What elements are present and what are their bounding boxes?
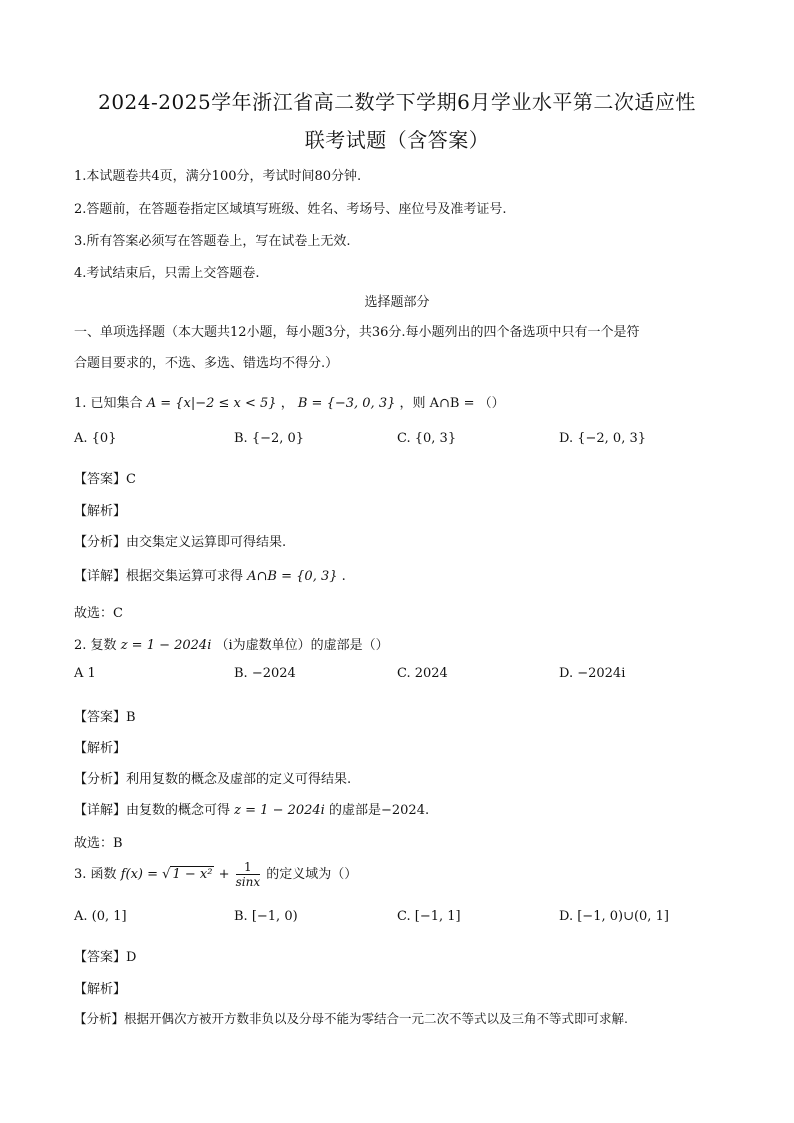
q1-sep: ， bbox=[280, 396, 294, 411]
q1-detail-math: A∩B = {0, 3} bbox=[247, 569, 338, 584]
q1-option-d: D. {−2, 0, 3} bbox=[559, 431, 647, 446]
q1-detail bbox=[74, 565, 346, 584]
doc-title-line1: 2024-2025学年浙江省高二数学下学期6月学业水平第二次适应性 bbox=[98, 90, 696, 114]
q3-analysis: 【分析】根据开偶次方被开方数非负以及分母不能为零结合一元二次不等式以及三角不等式即可求解. bbox=[74, 1011, 628, 1026]
instruction-4: 4.考试结束后，只需上交答题卷. bbox=[74, 266, 260, 281]
q2-z: z = 1 − 2024i bbox=[120, 638, 212, 653]
q3-sqrt-body: 1 − x² bbox=[172, 867, 213, 882]
q1-analysis-head: 【解析】 bbox=[74, 504, 127, 519]
q3-suffix: 的定义域为（） bbox=[266, 867, 358, 882]
q2-prefix: 2. 复数 bbox=[74, 638, 117, 653]
q2-option-d: D. −2024i bbox=[559, 666, 626, 681]
q2-stem bbox=[74, 634, 389, 653]
q3-frac-den: sinx bbox=[235, 875, 261, 889]
q1-option-b: B. {−2, 0} bbox=[234, 431, 305, 446]
doc-title-line2: 联考试题（含答案） bbox=[304, 128, 490, 152]
instruction-2: 2.答题前，在答题卷指定区域填写班级、姓名、考场号、座位号及准考证号. bbox=[74, 202, 507, 217]
q3-option-d: D. [−1, 0)∪(0, 1] bbox=[559, 909, 669, 924]
q3-analysis-head: 【解析】 bbox=[74, 982, 127, 997]
q3-frac-num: 1 bbox=[236, 860, 261, 875]
q3-stem bbox=[74, 860, 357, 889]
q2-choice: 故选：B bbox=[74, 836, 123, 851]
q2-analysis: 【分析】利用复数的概念及虚部的定义可得结果. bbox=[74, 772, 352, 787]
q1-option-a: A. {0} bbox=[74, 431, 117, 446]
q2-detail-suffix: 的虚部是−2024. bbox=[328, 803, 430, 818]
q2-detail-math: z = 1 − 2024i bbox=[234, 803, 325, 818]
q3-answer: 【答案】D bbox=[74, 950, 137, 965]
section-title: 选择题部分 bbox=[364, 295, 430, 310]
q3-fx: f(x) = bbox=[120, 867, 158, 882]
section-intro-line2: 合题目要求的，不选、多选、错选均不得分.） bbox=[74, 356, 339, 371]
instruction-1: 1.本试题卷共4页，满分100分，考试时间80分钟. bbox=[74, 169, 362, 184]
q1-set-a: A = {x|−2 ≤ x < 5} bbox=[146, 396, 277, 411]
q1-answer: 【答案】C bbox=[74, 472, 136, 487]
q2-suffix: （i为虚数单位）的虚部是（） bbox=[215, 638, 389, 653]
instruction-3: 3.所有答案必须写在答题卷上，写在试卷上无效. bbox=[74, 234, 351, 249]
q3-option-a: A. (0, 1] bbox=[74, 909, 127, 924]
q1-detail-suffix: . bbox=[341, 569, 346, 584]
q2-answer: 【答案】B bbox=[74, 710, 136, 725]
q2-option-c: C. 2024 bbox=[397, 666, 448, 681]
q1-stem bbox=[74, 392, 505, 411]
q2-option-b: B. −2024 bbox=[234, 666, 296, 681]
q1-choice: 故选：C bbox=[74, 606, 123, 621]
q3-sqrt-sign: √ bbox=[162, 867, 171, 882]
section-intro-line1: 一、单项选择题（本大题共12小题，每小题3分，共36分.每小题列出的四个备选项中只有一个是符 bbox=[74, 325, 640, 340]
q1-option-c: C. {0, 3} bbox=[397, 431, 457, 446]
q1-set-b: B = {−3, 0, 3} bbox=[297, 396, 396, 411]
q2-detail-prefix: 【详解】由复数的概念可得 bbox=[74, 803, 231, 818]
q3-fraction bbox=[236, 860, 261, 889]
q1-prefix: 1. 已知集合 bbox=[74, 396, 143, 411]
q1-analysis: 【分析】由交集定义运算即可得结果. bbox=[74, 535, 287, 550]
q3-option-b: B. [−1, 0) bbox=[234, 909, 298, 924]
q2-analysis-head: 【解析】 bbox=[74, 741, 127, 756]
q2-detail bbox=[74, 799, 429, 818]
q3-prefix: 3. 函数 bbox=[74, 867, 117, 882]
q1-detail-prefix: 【详解】根据交集运算可求得 bbox=[74, 569, 244, 584]
q2-option-a: A 1 bbox=[74, 666, 96, 681]
q3-option-c: C. [−1, 1] bbox=[397, 909, 461, 924]
q1-suffix: ，则 A∩B = （） bbox=[399, 396, 505, 411]
q3-plus: + bbox=[218, 867, 230, 882]
